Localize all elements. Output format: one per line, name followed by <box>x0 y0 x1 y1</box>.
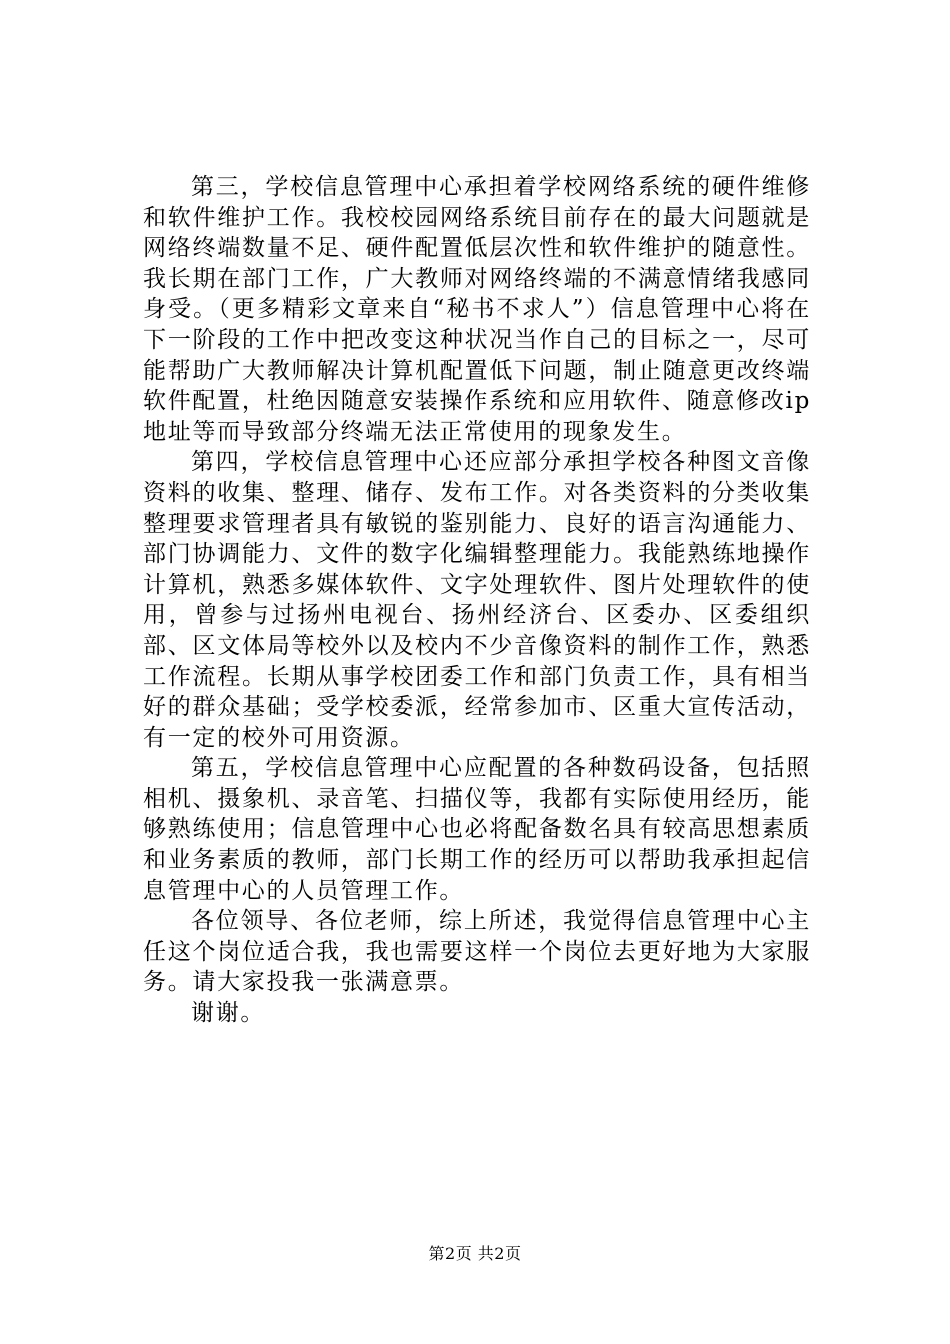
document-body <box>143 172 811 1029</box>
page-footer <box>0 1244 950 1264</box>
paragraph-thanks: 谢谢。 <box>191 1000 266 1027</box>
page-number: 第2页 共2页 <box>428 1244 522 1263</box>
paragraph-fifth-point: 第五，学校信息管理中心应配置的各种数码设备，包括照相机、摄象机、录音笔、扫描仪等，我都有实际使用经历，能够熟练使用；信息管理中心也必将配备数名具有较高思想素质和业务素质的教师，部门长期工作的经历可以帮助我承担起信息管理中心的人员管理工作。 <box>143 755 811 904</box>
paragraph-third-point: 第三，学校信息管理中心承担着学校网络系统的硬件维修和软件维护工作。我校校园网络系统目前存在的最大问题就是网络终端数量不足、硬件配置低层次性和软件维护的随意性。我长期在部门工作，广大教师对网络终端的不满意情绪我感同身受。（更多精彩文章来自“秘书不求人”）信息管理中心将在下一阶段的工作中把改变这种状况当作自己的目标之一，尽可能帮助广大教师解决计算机配置低下问题，制止随意更改终端软件配置，杜绝因随意安装操作系统和应用软件、随意修改ip地址等而导致部分终端无法正常使用的现象发生。 <box>143 174 811 445</box>
paragraph-conclusion: 各位领导、各位老师，综上所述，我觉得信息管理中心主任这个岗位适合我，我也需要这样一个岗位去更好地为大家服务。请大家投我一张满意票。 <box>143 908 811 996</box>
paragraph-fourth-point: 第四，学校信息管理中心还应部分承担学校各种图文音像资料的收集、整理、储存、发布工作。对各类资料的分类收集整理要求管理者具有敏锐的鉴别能力、良好的语言沟通能力、部门协调能力、文件的数字化编辑整理能力。我能熟练地操作计算机，熟悉多媒体软件、文字处理软件、图片处理软件的使用，曾参与过扬州电视台、扬州经济台、区委办、区委组织部、区文体局等校外以及校内不少音像资料的制作工作，熟悉工作流程。长期从事学校团委工作和部门负责工作，具有相当好的群众基础；受学校委派，经常参加市、区重大宣传活动，有一定的校外可用资源。 <box>143 449 811 751</box>
